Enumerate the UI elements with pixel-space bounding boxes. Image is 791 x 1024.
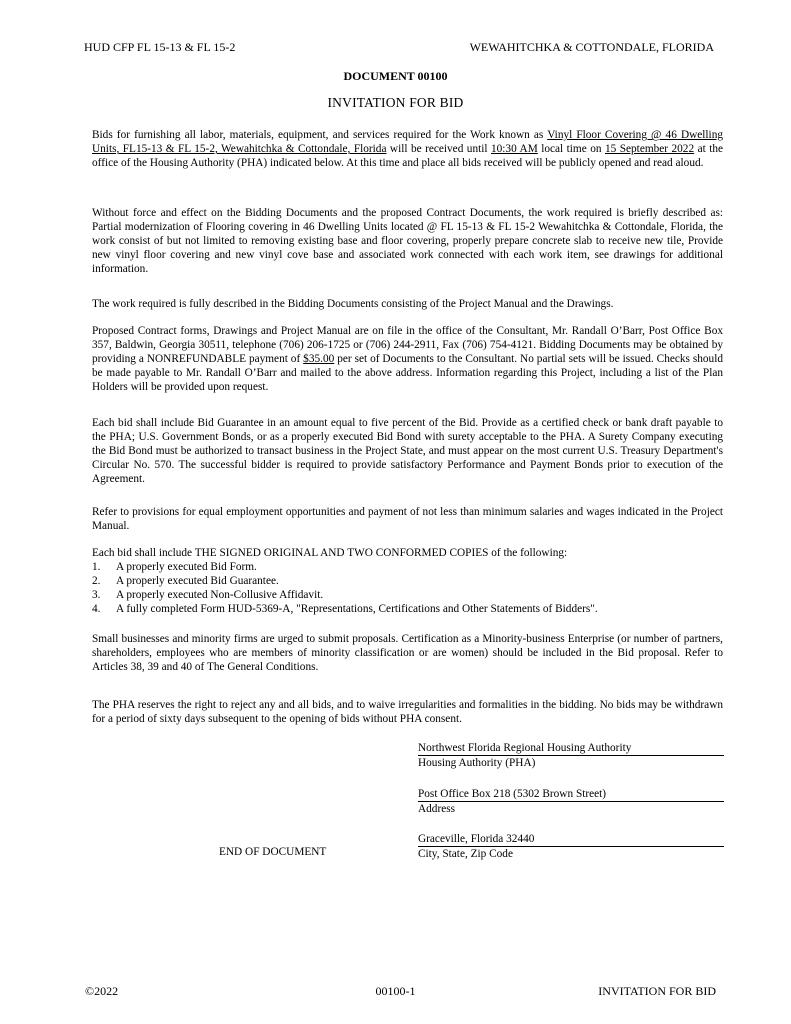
header-project-code: HUD CFP FL 15-13 & FL 15-2 [84, 40, 236, 54]
city-label: City, State, Zip Code [418, 848, 513, 861]
required-items-intro: Each bid shall include THE SIGNED ORIGINAL AND TWO CONFORMED COPIES of the following: [92, 547, 568, 559]
bid-notice-text-b: will be received until [386, 143, 491, 156]
end-of-document: END OF DOCUMENT [219, 846, 327, 858]
page-title: INVITATION FOR BID [327, 95, 464, 110]
header-location: WEWAHITCHKA & COTTONDALE, FLORIDA [469, 40, 714, 54]
project-name: Vinyl Floor Covering @ 46 Dwelling Units, FL15-13 & FL 15-2, Wewahitchka & Cottondale, Florida [92, 129, 723, 156]
address-label: Address [418, 803, 456, 816]
signature-owner-block [418, 741, 724, 770]
paragraph-bidding-documents [92, 297, 723, 311]
bid-guarantee-text: Each bid shall include Bid Guarantee in an amount equal to five percent of the Bid. Provide as a certified check or bank draft payable to the PHA; U.S. Government Bonds, or as a properly executed Bid Bond with surety acceptable to the PHA. A Surety Company executing the Bid Bond must be authorized to transact business in the Project State, and must appear on the most current U.S. Treasury Department's Circular No. 570. The successful bidder is required to provide satisfactory Performance and Payment Bonds prior to execution of the Agreement. [92, 417, 723, 486]
owner-value: Northwest Florida Regional Housing Authority [418, 741, 724, 756]
list-item: 3. A properly executed Non-Collusive Affidavit. [92, 589, 324, 602]
bid-notice-text-d: at the office of the Housing Authority (PHA) indicated below. At this time and place all bids received will be publicly opened and read aloud. [92, 143, 723, 170]
signature-address-block [418, 787, 724, 816]
contract-forms-text-a: Proposed Contract forms, Drawings and Project Manual are on file in the office of the Consultant, Mr. Randall O’Barr, Post Office Box 357, Baldwin, Georgia 30511, telephone (706) 206-1725 or (706) 244-2911, Fax (706) 754-4121. Bidding Documents may be obtained by providing a NONREFUNDABLE payment of [92, 325, 723, 366]
signature-city-block [418, 832, 724, 861]
equal-employment-text: Refer to provisions for equal employment opportunities and payment of not less than minimum salaries and wages indicated in the Project Manual. [92, 506, 723, 533]
footer-page-number: 00100-1 [375, 984, 416, 998]
city-value: Graceville, Florida 32440 [418, 832, 724, 847]
paragraph-bid-notice [92, 128, 723, 170]
document-fee: $35.00 [303, 353, 335, 366]
document-number: DOCUMENT 00100 [343, 69, 448, 83]
contract-forms-text-b: per set of Documents to the Consultant. No partial sets will be issued. Checks should be made payable to Mr. Randall O’Barr and mailed to the above address. Information regarding this Project, including a list of the Plan Holders will be provided upon request. [92, 353, 723, 394]
footer-document-title: INVITATION FOR BID [598, 984, 716, 998]
paragraph-contract-forms [92, 324, 723, 394]
paragraph-small-business [92, 632, 723, 674]
paragraph-bid-guarantee [92, 416, 723, 486]
bidding-documents-text: The work required is fully described in the Bidding Documents consisting of the Project Manual and the Drawings. [92, 298, 614, 310]
pha-reserves-text: The PHA reserves the right to reject any and all bids, and to waive irregularities and formalities in the bidding. No bids may be withdrawn for a period of sixty days subsequent to the opening of bids without PHA consent. [92, 699, 723, 726]
paragraph-pha-reserves [92, 698, 723, 726]
list-item: 2. A properly executed Bid Guarantee. [92, 575, 279, 588]
small-business-text: Small businesses and minority firms are urged to submit proposals. Certification as a Minority-business Enterprise (or number of partners, shareholders, employees who are members of minority classification or are women) should be included in the Bid proposal. Refer to Articles 38, 39 and 40 of The General Conditions. [92, 633, 723, 674]
owner-label: Housing Authority (PHA) [418, 757, 536, 770]
paragraph-required-items [92, 546, 723, 616]
required-items-list [92, 560, 723, 616]
footer-copyright: ©2022 [85, 984, 119, 998]
address-value: Post Office Box 218 (5302 Brown Street) [418, 787, 724, 802]
list-item: 4. A fully completed Form HUD-5369-A, "Representations, Certifications and Other Statements of Bidders". [92, 603, 598, 616]
bid-time: 10:30 AM [490, 143, 538, 156]
list-item: 1. A properly executed Bid Form. [92, 561, 257, 574]
work-description-text: Without force and effect on the Bidding Documents and the proposed Contract Documents, the work required is briefly described as: Partial modernization of Flooring covering in 46 Dwelling Units located @ FL 15-13 & FL 15-2 Wewahitchka & Cottondale, Florida, the work consist of but not limited to removing existing base and floor covering, properly prepare concrete slab to receive new tile, Provide new vinyl floor covering and new vinyl cove base and associated work connected with each work item, see drawings for additional information. [92, 207, 723, 276]
bid-notice-text-c: local time on [537, 143, 605, 156]
paragraph-equal-employment [92, 505, 723, 533]
bid-notice-text-a: Bids for furnishing all labor, materials, equipment, and services required for the Work known as [92, 129, 548, 141]
bid-date: 15 September 2022 [604, 143, 695, 156]
paragraph-work-description [92, 206, 723, 276]
